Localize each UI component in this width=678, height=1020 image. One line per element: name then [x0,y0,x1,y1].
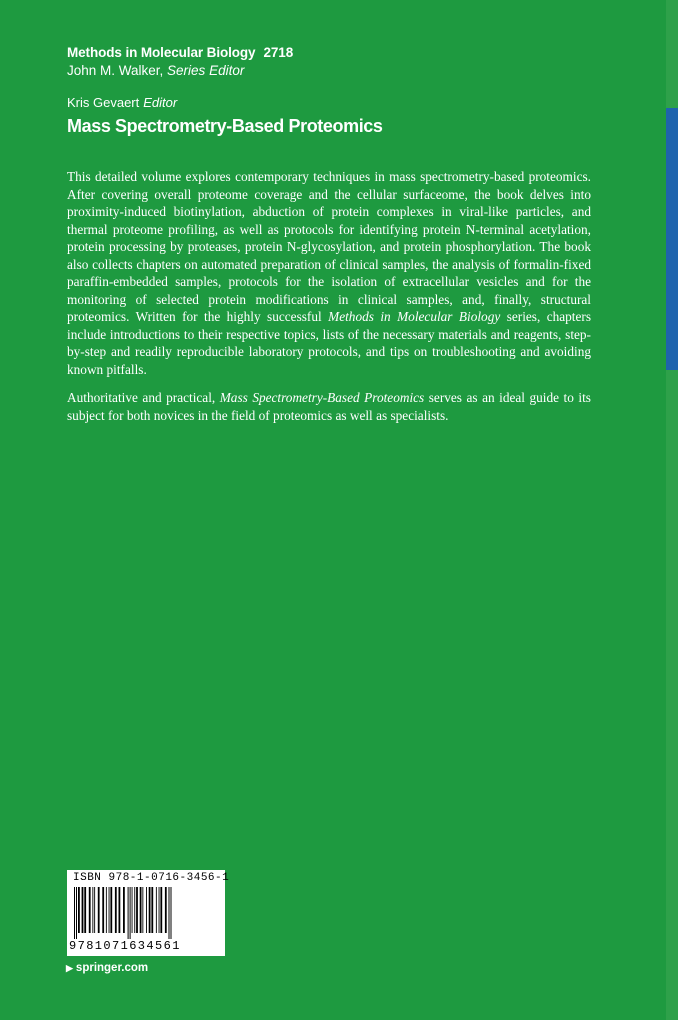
description-p2-start: Authoritative and practical, [67,390,216,405]
barcode-bar [89,887,91,933]
barcode-bar [76,887,77,939]
barcode-bar [159,887,160,933]
barcode-bar [123,887,125,933]
volume-editor [67,94,177,111]
barcode-bar [165,887,167,933]
series-header [67,44,293,80]
barcode-bar [92,887,93,933]
description-p1-text: This detailed volume explores contemporary techniques in mass spectrometry-based proteomics. After covering overall proteome coverage and the cellular surfaceome, the book delves into proximity-induced biotinylation, abduction of protein complexes in viral-like particles, and thermal proteome profiling, as well as protocols for identifying protein N-terminal acetylation, protein processing by proteases, protein N-glycosylation, and protein phosphorylation. The book also collects chapters on automated preparation of clinical samples, the analysis of formalin-fixed paraffin-embedded samples, protocols for the isolation of extracellular vesicles and for the monitoring of selected protein modifications in clinical samples, and, finally, structural proteomics. Written for the highly successful [67,169,591,324]
barcode-bar [94,887,95,933]
description-p1-series-italic: Methods in Molecular Biology [328,309,501,324]
barcode-bar [142,887,143,933]
isbn-barcode [67,870,230,956]
barcode-bar [98,887,100,933]
barcode-bar [136,887,138,933]
barcode-bar [149,887,151,933]
description-p1-end: series, chapters include introductions to their respective topics, lists of the necessary materials and reagents, step-by-step and readily reproducible laboratory protocols, and tips on troubleshooting and avoiding known pitfalls. [67,309,592,377]
barcode-bar [106,887,107,933]
barcode-bar [151,887,153,933]
description-p2-end: serves as an ideal guide to its subject for both novices in the field of proteomics as well as specialists. [67,390,591,423]
series-editor-name: John M. Walker, [67,63,164,78]
book-description [67,168,591,435]
description-paragraph-1 [67,168,591,378]
barcode-bar [140,887,142,933]
barcode-bar [78,887,80,933]
series-number: 2718 [263,45,294,60]
series-name: Methods in Molecular Biology [67,45,256,60]
barcode-bar [171,887,172,939]
barcode-bar [119,887,121,933]
barcode-digits: 9781071634561 [69,939,181,953]
publisher-link[interactable] [66,962,148,974]
barcode-bar [130,887,131,939]
spine-accent-bar [666,108,678,370]
barcode-bar [128,887,129,939]
barcode-bars [73,887,219,939]
volume-editor-name: Kris Gevaert [67,95,140,110]
book-title: Mass Spectrometry-Based Proteomics [67,116,383,136]
isbn-label: ISBN 978-1-0716-3456-1 [73,872,230,884]
barcode-bar [84,887,86,933]
triangle-right-icon: ▶ [66,963,73,973]
barcode-bar [109,887,110,933]
barcode-bar [115,887,117,933]
series-editor-role: Series Editor [167,63,245,78]
barcode-bar [169,887,170,939]
barcode-bar [134,887,135,933]
barcode-bar [74,887,75,939]
barcode-bar [146,887,147,933]
description-paragraph-2 [67,389,591,424]
series-title [67,44,293,62]
barcode-bar [156,887,157,933]
publisher-url: springer.com [75,962,149,974]
barcode-bar [82,887,84,933]
barcode-bar [110,887,112,933]
description-p2-title-italic: Mass Spectrometry-Based Proteomics [219,390,425,405]
series-editor [67,62,293,80]
barcode-bar [132,887,133,933]
volume-editor-role: Editor [143,95,178,110]
barcode-bar [102,887,104,933]
barcode-bar [160,887,162,933]
